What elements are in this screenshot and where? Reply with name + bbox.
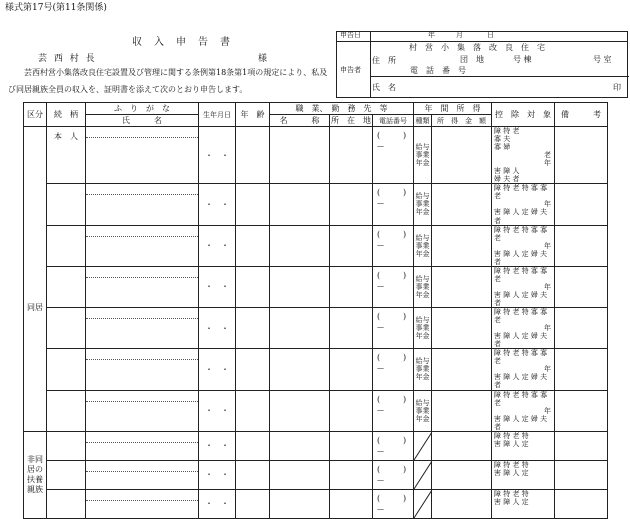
income-amount-cell[interactable] <box>432 460 492 489</box>
income-amount-cell[interactable] <box>432 127 492 184</box>
name-cell[interactable] <box>86 349 199 390</box>
deduction-line[interactable]: 害 障 人 定 婦 夫 者 <box>494 208 548 225</box>
income-type-cell <box>414 390 432 431</box>
deduction-line[interactable]: 害 障 人 定 <box>494 497 529 506</box>
birthdate-cell[interactable]: ・ ・ <box>199 390 236 431</box>
deduction-cell <box>492 390 555 431</box>
deduction-line[interactable]: 害 障 人 定 婦 夫 者 <box>494 290 548 307</box>
furigana-divider <box>86 277 198 278</box>
phone-paren-close: ) <box>403 394 407 404</box>
deduction-line[interactable]: 婦 夫 者 <box>494 175 520 184</box>
phone-dash: — <box>377 364 384 373</box>
table-row <box>24 225 608 266</box>
income-amount-cell[interactable] <box>432 489 492 518</box>
deduction-cell <box>492 266 555 307</box>
phone-paren-open: ( <box>377 188 381 198</box>
declaration-line-1: 芸西村営小集落改良住宅設置及び管理に関する条例第18条第1項の規定により、私及 <box>24 68 328 77</box>
income-type-option[interactable]: 事業 <box>415 200 430 209</box>
name-label: 氏 名 <box>372 83 396 92</box>
phone-paren-close: ) <box>403 312 407 322</box>
deduction-line[interactable]: 年 <box>544 365 551 374</box>
table-row <box>24 460 608 489</box>
category-cell-non-cohabiting: 非同 居の 扶養 親族 <box>24 431 47 518</box>
income-amount-header: 所 得 金 額 <box>432 115 492 127</box>
employer-address-cell[interactable] <box>330 266 373 307</box>
income-type-option[interactable]: 年金 <box>415 159 430 168</box>
relation-cell[interactable] <box>47 266 86 307</box>
submission-day-unit: 日 <box>487 31 494 39</box>
age-cell[interactable] <box>236 489 270 518</box>
phone-paren-open: ( <box>377 353 381 363</box>
phone-paren-open: ( <box>377 394 381 404</box>
income-type-option[interactable]: 給与 <box>415 192 430 201</box>
income-group-header: 年 間 所 得 <box>414 103 492 115</box>
table-row <box>24 184 608 225</box>
income-amount-cell[interactable] <box>432 431 492 460</box>
category-cell-self <box>24 127 47 184</box>
remarks-cell[interactable] <box>555 266 608 307</box>
phone-paren-open: ( <box>377 435 381 445</box>
income-type-option[interactable]: 事業 <box>415 365 430 374</box>
name-field[interactable] <box>405 77 605 97</box>
deduction-line[interactable]: 害 障 人 定 婦 夫 者 <box>494 373 548 390</box>
table-row <box>24 266 608 307</box>
phone-label: 電 話 番 号 <box>410 66 466 75</box>
deduction-line[interactable]: 害 障 人 <box>494 167 520 176</box>
birthdate-cell[interactable]: ・ ・ <box>199 349 236 390</box>
employer-name-cell[interactable] <box>270 127 330 184</box>
phone-paren-open: ( <box>377 270 381 280</box>
diagonal-strike <box>414 461 432 489</box>
deduction-cell <box>492 184 555 225</box>
age-cell[interactable] <box>236 308 270 349</box>
income-type-option[interactable]: 年金 <box>415 373 430 382</box>
deduction-line[interactable]: 障 特 老 特 寡 寡 老 <box>494 390 548 407</box>
phone-dash: — <box>377 142 384 150</box>
deduction-cell <box>492 308 555 349</box>
phone-dash: — <box>377 199 384 208</box>
furigana-divider <box>86 500 198 501</box>
income-type-option[interactable]: 給与 <box>415 316 430 325</box>
relation-cell[interactable] <box>47 184 86 225</box>
category-header: 区分 <box>24 103 47 127</box>
employer-name-header: 名 称 <box>270 115 330 127</box>
table-row <box>24 390 608 431</box>
full-name-header: 氏 名 <box>86 115 199 127</box>
income-type-option[interactable]: 事業 <box>415 324 430 333</box>
birthdate-cell[interactable]: ・ ・ <box>199 266 236 307</box>
deduction-line[interactable]: 害 障 人 定 婦 夫 者 <box>494 332 548 349</box>
income-type-option[interactable]: 年金 <box>415 332 430 341</box>
age-cell[interactable] <box>236 390 270 431</box>
age-header: 年 齢 <box>236 103 270 127</box>
employer-phone-cell[interactable] <box>373 127 414 184</box>
furigana-divider <box>86 318 198 319</box>
relation-cell[interactable] <box>47 308 86 349</box>
deduction-cell <box>492 349 555 390</box>
employer-address-cell[interactable] <box>330 127 373 184</box>
deduction-line[interactable]: 障 特 老 特 寡 寡 老 <box>494 308 548 325</box>
remarks-cell[interactable] <box>555 127 608 184</box>
birthdate-cell[interactable]: ・ ・ <box>199 225 236 266</box>
addressee-honorific: 様 <box>258 54 268 64</box>
phone-paren-close: ) <box>403 435 407 445</box>
phone-paren-open: ( <box>377 131 381 140</box>
furigana-divider <box>86 401 198 402</box>
deduction-line[interactable]: 障 特 老 特 <box>494 431 529 440</box>
seal-mark: 印 <box>613 83 621 92</box>
relation-header: 続 柄 <box>47 103 86 127</box>
phone-paren-close: ) <box>403 464 407 474</box>
age-cell[interactable] <box>236 225 270 266</box>
remarks-cell[interactable] <box>555 390 608 431</box>
employer-address-cell[interactable] <box>330 184 373 225</box>
deduction-line[interactable]: 年 <box>544 324 551 333</box>
name-cell[interactable] <box>86 489 199 518</box>
birthdate-cell[interactable]: ・ ・ <box>199 308 236 349</box>
income-type-option[interactable]: 年金 <box>415 290 430 299</box>
employer-address-cell[interactable] <box>330 308 373 349</box>
submission-date-label: 申告日 <box>340 31 361 39</box>
birthdate-header: 生年月日 <box>199 103 236 127</box>
income-amount-cell[interactable] <box>432 390 492 431</box>
applicant-label: 申告者 <box>340 66 361 74</box>
employer-phone-cell[interactable] <box>373 184 414 225</box>
remarks-cell[interactable] <box>555 184 608 225</box>
birthdate-cell[interactable]: ・ ・ <box>199 184 236 225</box>
diagonal-strike <box>414 432 432 460</box>
employer-phone-cell[interactable] <box>373 349 414 390</box>
employer-phone-cell[interactable] <box>373 489 414 518</box>
income-amount-cell[interactable] <box>432 184 492 225</box>
income-type-option[interactable]: 給与 <box>415 398 430 407</box>
employer-address-cell[interactable] <box>330 225 373 266</box>
deduction-line[interactable]: 老 <box>544 151 551 160</box>
age-cell[interactable] <box>236 127 270 184</box>
phone-paren-open: ( <box>377 312 381 322</box>
income-type-option[interactable]: 事業 <box>415 406 430 415</box>
income-type-option[interactable]: 事業 <box>415 282 430 291</box>
income-type-cell <box>414 308 432 349</box>
table-row <box>24 431 608 460</box>
table-row <box>24 349 608 390</box>
deduction-line[interactable]: 障 特 老 特 寡 寡 老 <box>494 184 548 201</box>
name-cell[interactable] <box>86 225 199 266</box>
deduction-cell <box>492 460 555 489</box>
income-type-option[interactable]: 給与 <box>415 143 430 152</box>
table-row <box>24 489 608 518</box>
building-unit: 号 棟 <box>513 55 532 64</box>
income-amount-cell[interactable] <box>432 349 492 390</box>
housing-name: 村 営 小 集 落 改 良 住 宅 <box>409 43 545 52</box>
deduction-line[interactable]: 害 障 人 定 <box>494 439 529 448</box>
income-type-option[interactable]: 年金 <box>415 208 430 217</box>
employer-address-cell[interactable] <box>330 460 373 489</box>
age-cell[interactable] <box>236 266 270 307</box>
income-table <box>23 102 608 519</box>
employer-phone-cell[interactable] <box>373 431 414 460</box>
furigana-divider <box>86 471 198 472</box>
address-label: 住 所 <box>372 56 396 65</box>
deduction-cell <box>492 225 555 266</box>
income-type-option[interactable]: 年金 <box>415 249 430 258</box>
deduction-line[interactable]: 年 <box>544 406 551 415</box>
income-type-option[interactable]: 給与 <box>415 274 430 283</box>
employer-phone-cell[interactable] <box>373 460 414 489</box>
estate-unit: 団 地 <box>460 55 484 64</box>
employer-name-cell[interactable] <box>270 266 330 307</box>
employer-name-cell[interactable] <box>270 184 330 225</box>
phone-paren-open: ( <box>377 464 381 474</box>
relation-cell[interactable] <box>47 225 86 266</box>
deduction-line[interactable]: 害 障 人 定 婦 夫 者 <box>494 414 548 431</box>
employer-name-cell[interactable] <box>270 431 330 460</box>
employer-name-cell[interactable] <box>270 308 330 349</box>
furigana-divider <box>86 236 198 237</box>
name-cell[interactable] <box>86 460 199 489</box>
furigana-header: ふ り が な <box>86 103 199 115</box>
deduction-line[interactable]: 障 特 老 特 寡 寡 老 <box>494 266 548 283</box>
phone-dash: — <box>377 475 384 484</box>
deduction-cell <box>492 431 555 460</box>
diagonal-line <box>414 490 432 518</box>
age-cell[interactable] <box>236 431 270 460</box>
remarks-cell[interactable] <box>555 225 608 266</box>
relation-cell[interactable]: 本 人 <box>47 127 86 184</box>
deduction-line[interactable]: 年 <box>544 159 551 168</box>
employer-name-cell[interactable] <box>270 225 330 266</box>
declaration-line-2: び同居親族全員の収入を、証明書を添えて次のとおり申告します。 <box>8 85 248 94</box>
income-type-header: 種類 <box>415 116 430 125</box>
income-type-option[interactable]: 事業 <box>415 241 430 250</box>
age-cell[interactable] <box>236 460 270 489</box>
table-row <box>24 127 608 184</box>
phone-paren-close: ) <box>403 229 407 239</box>
furigana-divider <box>86 137 198 138</box>
income-type-cell <box>414 184 432 225</box>
income-type-cell <box>414 127 432 184</box>
submission-month-unit: 月 <box>456 31 463 39</box>
deduction-header: 控 除 対 象 <box>492 103 555 127</box>
income-amount-cell[interactable] <box>432 266 492 307</box>
deduction-line[interactable]: 害 障 人 定 婦 夫 者 <box>494 249 548 266</box>
addressee-name: 芸 西 村 長 <box>38 54 97 64</box>
employer-phone-cell[interactable] <box>373 266 414 307</box>
remarks-cell[interactable] <box>555 349 608 390</box>
form-title: 収 入 申 告 書 <box>132 37 231 48</box>
phone-dash: — <box>377 405 384 414</box>
relation-cell[interactable] <box>47 349 86 390</box>
income-type-cell-void <box>414 431 432 460</box>
deduction-cell <box>492 127 555 184</box>
employer-phone-cell[interactable] <box>373 308 414 349</box>
income-type-option[interactable]: 給与 <box>415 233 430 242</box>
name-cell[interactable] <box>86 390 199 431</box>
remarks-cell[interactable] <box>555 489 608 518</box>
birthdate-cell[interactable]: ・ ・ <box>199 489 236 518</box>
phone-paren-close: ) <box>403 131 407 140</box>
address-field[interactable] <box>405 41 627 77</box>
income-type-cell-void <box>414 489 432 518</box>
name-cell[interactable] <box>86 266 199 307</box>
employer-address-cell[interactable] <box>330 431 373 460</box>
deduction-line[interactable]: 年 <box>544 282 551 291</box>
room-unit: 号 室 <box>593 55 612 64</box>
phone-dash: — <box>377 446 384 455</box>
phone-paren-close: ) <box>403 493 407 503</box>
employer-address-cell[interactable] <box>330 349 373 390</box>
diagonal-line <box>414 432 432 460</box>
phone-paren-open: ( <box>377 493 381 503</box>
name-cell[interactable] <box>86 431 199 460</box>
phone-paren-close: ) <box>403 270 407 280</box>
phone-dash: — <box>377 281 384 290</box>
deduction-line[interactable]: 寡 夫 <box>494 135 511 144</box>
diagonal-line <box>414 461 432 489</box>
employer-address-cell[interactable] <box>330 390 373 431</box>
deduction-line[interactable]: 年 <box>544 200 551 209</box>
remarks-cell[interactable] <box>555 460 608 489</box>
income-type-cell <box>414 349 432 390</box>
form-number: 様式第17号(第11条関係) <box>5 3 107 13</box>
birthdate-cell[interactable]: ・ ・ <box>199 127 236 184</box>
deduction-line[interactable]: 障 特 老 特 <box>494 489 529 498</box>
submission-date-field[interactable] <box>372 32 627 40</box>
remarks-cell[interactable] <box>555 431 608 460</box>
table-row <box>24 308 608 349</box>
deduction-cell <box>492 489 555 518</box>
employer-address-header: 所 在 地 <box>331 116 371 125</box>
employer-name-cell[interactable] <box>270 390 330 431</box>
deduction-line[interactable]: 年 <box>544 241 551 250</box>
phone-paren-close: ) <box>403 188 407 198</box>
relation-cell[interactable] <box>47 489 86 518</box>
submission-year-unit: 年 <box>428 31 435 39</box>
name-cell[interactable] <box>86 308 199 349</box>
deduction-line[interactable]: 害 障 人 定 <box>494 468 529 477</box>
phone-paren-close: ) <box>403 353 407 363</box>
deduction-line[interactable]: 障 特 老 特 寡 寡 老 <box>494 349 548 366</box>
name-cell[interactable] <box>86 184 199 225</box>
employer-phone-header: 電話番号 <box>373 115 414 127</box>
diagonal-strike <box>414 490 432 518</box>
income-type-cell <box>414 266 432 307</box>
relation-cell[interactable] <box>47 460 86 489</box>
employer-name-cell[interactable] <box>270 489 330 518</box>
remarks-cell[interactable] <box>555 308 608 349</box>
category-cell-cohabiting: 同居 <box>24 184 47 431</box>
phone-dash: — <box>377 240 384 249</box>
employer-name-cell[interactable] <box>270 460 330 489</box>
income-type-option[interactable]: 給与 <box>415 357 430 366</box>
employer-group-header: 職 業、 勤 務 先 等 <box>270 103 414 115</box>
furigana-divider <box>86 359 198 360</box>
deduction-line[interactable]: 障 特 老 <box>494 127 520 135</box>
deduction-line[interactable]: 障 特 老 特 <box>494 460 529 469</box>
relation-cell[interactable] <box>47 431 86 460</box>
income-type-cell <box>414 225 432 266</box>
income-type-option[interactable]: 事業 <box>415 151 430 160</box>
income-amount-cell[interactable] <box>432 308 492 349</box>
age-cell[interactable] <box>236 349 270 390</box>
employer-phone-cell[interactable] <box>373 225 414 266</box>
relation-cell[interactable] <box>47 390 86 431</box>
phone-dash: — <box>377 504 384 513</box>
deduction-line[interactable]: 寡 婦 <box>494 143 511 152</box>
deduction-line[interactable]: 障 特 老 特 寡 寡 老 <box>494 225 548 242</box>
income-type-option[interactable]: 年金 <box>415 414 430 423</box>
furigana-divider <box>86 442 198 443</box>
name-cell[interactable] <box>86 127 199 184</box>
employer-name-cell[interactable] <box>270 349 330 390</box>
phone-paren-open: ( <box>377 229 381 239</box>
birthdate-cell[interactable]: ・ ・ <box>199 460 236 489</box>
income-amount-cell[interactable] <box>432 225 492 266</box>
birthdate-cell[interactable]: ・ ・ <box>199 431 236 460</box>
furigana-divider <box>86 194 198 195</box>
income-type-cell-void <box>414 460 432 489</box>
age-cell[interactable] <box>236 184 270 225</box>
remarks-header: 備 考 <box>555 103 608 127</box>
employer-address-cell[interactable] <box>330 489 373 518</box>
phone-dash: — <box>377 323 384 332</box>
employer-phone-cell[interactable] <box>373 390 414 431</box>
